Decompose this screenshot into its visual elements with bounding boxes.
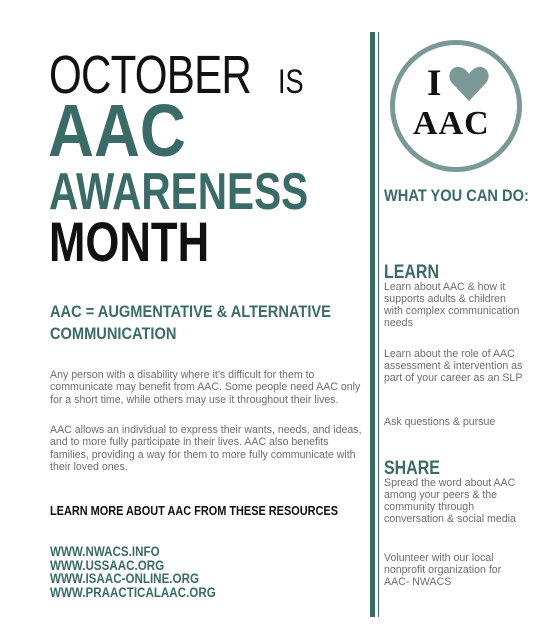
share-heading: SHARE	[384, 458, 440, 479]
logo-aac: AAC	[413, 105, 490, 142]
title-aac: AAC	[48, 89, 186, 172]
logo-i: I	[427, 63, 442, 104]
resources-heading: LEARN MORE ABOUT AAC FROM THESE RESOURCES	[50, 503, 338, 518]
resource-link-ussaac[interactable]: WWW.USSAAC.ORG	[50, 557, 165, 573]
share-item: Spread the word about AAC among your peers & the community through conversation & social media	[384, 477, 516, 525]
title-awareness: AWARENESS	[49, 163, 309, 221]
resource-link-isaac[interactable]: WWW.ISAAC-ONLINE.ORG	[50, 571, 199, 586]
learn-item: Learn about the role of AAC assessment & intervention as part of your career as an SLP	[384, 348, 523, 384]
i-heart-aac-logo	[390, 40, 522, 172]
resources-list	[50, 545, 243, 599]
heart-icon	[449, 66, 489, 102]
resource-link-nwacs[interactable]: WWW.NWACS.INFO	[50, 544, 160, 559]
paragraph-aac-benefits: AAC allows an individual to express their wants, needs, and ideas, and to more fully participate in their lives. AAC also benefits families, providing a way for them to more fully communicate with their loved ones.	[50, 424, 362, 474]
column-divider-thin	[378, 32, 379, 617]
resource-link-praacticalaac[interactable]: WWW.PRAACTICALAAC.ORG	[50, 584, 216, 600]
aac-definition: AAC = AUGMENTATIVE & ALTERNATIVE COMMUNICATION	[50, 302, 331, 343]
learn-item: Learn about AAC & how it supports adults & children with complex communication needs	[384, 281, 520, 329]
column-divider	[370, 32, 375, 617]
title-is: IS	[278, 63, 304, 101]
learn-heading: LEARN	[384, 262, 439, 283]
title-month: MONTH	[49, 210, 210, 273]
share-item: Volunteer with our local nonprofit organization for AAC- NWACS	[384, 552, 502, 588]
title-october: OCTOBER	[49, 45, 252, 105]
what-you-can-do-heading: WHAT YOU CAN DO:	[384, 186, 529, 205]
learn-item: Ask questions & pursue	[384, 416, 496, 428]
paragraph-who-benefits: Any person with a disability where it's difficult for them to communicate may benefit from AAC. Some people need AAC only for a short time, while others may use it throughout their lives.	[50, 369, 361, 406]
